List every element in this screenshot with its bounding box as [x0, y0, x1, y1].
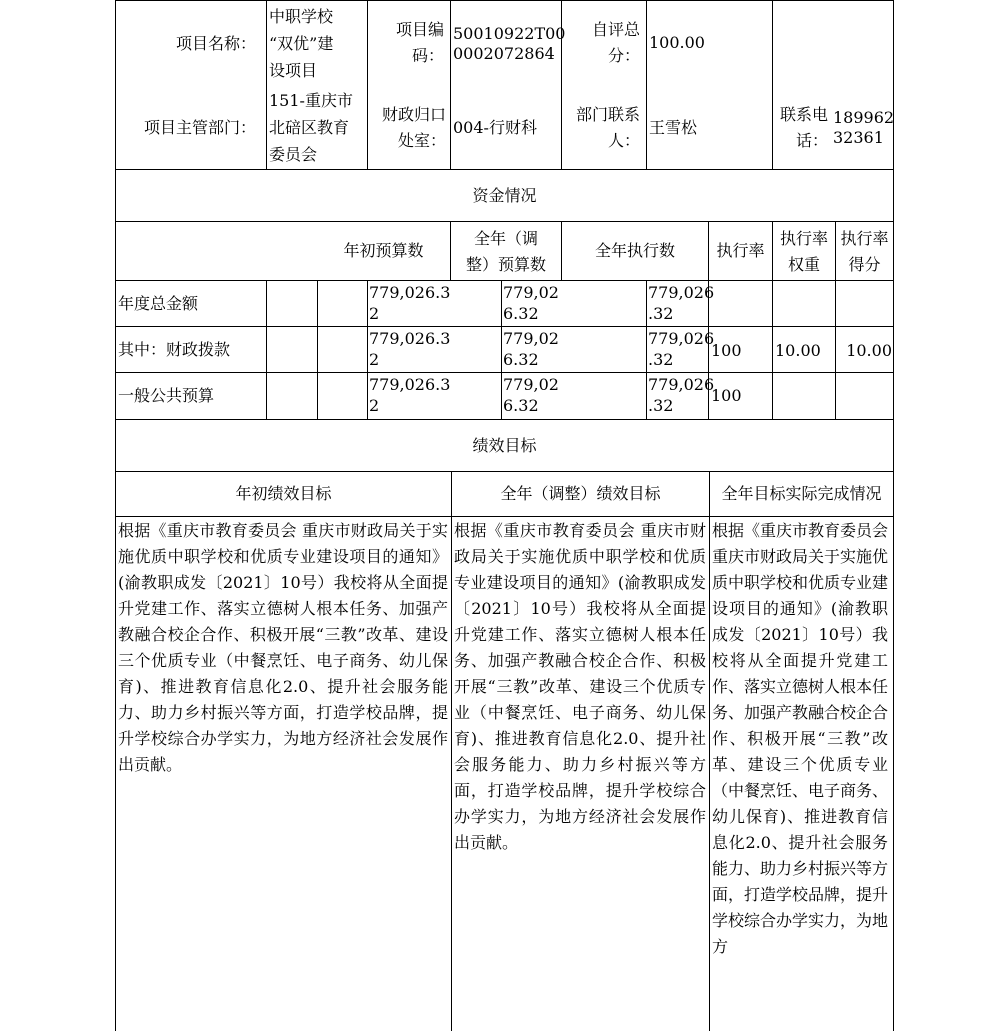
row-fiscal-rate: 100	[711, 341, 742, 360]
goals-initial-text: 根据《重庆市教育委员会 重庆市财政局关于实施优质中职学校和优质专业建设项目的通知》(渝教职成发〔2021〕10号）我校将从全面提升党建工作、落实立德树人根本任务、加强产教融合校企合作、积极开展“三教”改革、建设三个优质专业（中餐烹饪、电子商务、幼儿保育)、推进教育信息化2.0、提升社会服务能力、助力乡村振兴等方面，打造学校品牌，提升学校综合办学实力，为地方经济社会发展作出贡献。	[118, 521, 448, 774]
header-rate-score-2: 得分	[848, 255, 881, 274]
fin-office-value: 004-行财科	[453, 118, 537, 137]
row-general-initial-1: 779,026.3	[369, 375, 451, 394]
project-code-value-1: 50010922T00	[453, 24, 566, 43]
header-initial-budget: 年初预算数	[343, 241, 424, 260]
dept-label: 项目主管部门：	[143, 118, 256, 137]
header-rate-weight-2: 权重	[787, 255, 820, 274]
row-fiscal-adjusted-2: 6.32	[503, 350, 539, 369]
row-general-rate: 100	[711, 386, 742, 405]
funds-title: 资金情况	[472, 186, 537, 205]
row-general-executed-2: .32	[648, 396, 674, 415]
row-fiscal-score: 10.00	[846, 341, 892, 360]
row-general-initial-2: 2	[369, 396, 380, 415]
divider-goals-title	[115, 471, 894, 472]
border-top	[115, 0, 894, 1]
divider-funds-end	[115, 419, 894, 420]
v-fd-3	[367, 280, 368, 419]
v-info-6	[772, 0, 773, 169]
contact-label-2: 人：	[607, 131, 640, 150]
header-rate-score-1: 执行率	[840, 229, 889, 248]
phone-label-1: 联系电	[779, 105, 828, 124]
divider-funds-title	[115, 221, 894, 222]
v-fd-1	[266, 280, 267, 419]
goals-header-actual: 全年目标实际完成情况	[721, 484, 882, 503]
v-goals-1	[451, 471, 452, 1031]
project-code-label-1: 项目编	[395, 20, 444, 39]
row-general-adjusted-1: 779,02	[503, 375, 559, 394]
contact-label-1: 部门联系	[575, 105, 640, 124]
header-exec-rate: 执行率	[716, 241, 765, 260]
project-name-line-2: “双优”建	[269, 34, 334, 53]
row-fiscal-executed-2: .32	[648, 350, 674, 369]
row-total-initial-2: 2	[369, 304, 380, 323]
project-name-label: 项目名称：	[175, 34, 256, 53]
v-fd-5	[646, 280, 647, 419]
header-rate-weight-1: 执行率	[779, 229, 828, 248]
v-fd-4	[501, 280, 502, 419]
project-code-label-2: 码：	[411, 46, 444, 65]
row-fiscal-executed-1: 779,026	[648, 329, 715, 348]
contact-value: 王雪松	[649, 118, 698, 137]
self-score-value: 100.00	[649, 33, 705, 52]
header-executed: 全年执行数	[594, 241, 675, 260]
divider-goals-header	[115, 516, 894, 517]
v-info-5	[646, 0, 647, 169]
goals-title: 绩效目标	[472, 436, 537, 455]
goals-header-adjusted: 全年（调整）绩效目标	[500, 484, 661, 503]
fin-office-label-1: 财政归口	[381, 105, 446, 124]
goals-header-initial: 年初绩效目标	[235, 484, 332, 503]
v-info-1	[266, 0, 267, 169]
row-total-executed-2: .32	[648, 304, 674, 323]
row-general-label: 一般公共预算	[118, 386, 215, 405]
v-info-2	[367, 0, 368, 169]
row-general-adjusted-2: 6.32	[503, 396, 539, 415]
divider-info	[115, 169, 894, 170]
row-fiscal-label: 其中：财政拨款	[118, 340, 231, 359]
dept-value-line-2: 北碚区教育	[269, 118, 350, 137]
goals-adjusted-text: 根据《重庆市教育委员会 重庆市财政局关于实施优质中职学校和优质专业建设项目的通知》(渝教职成发〔2021〕10号）我校将从全面提升党建工作、落实立德树人根本任务、加强产教融合校企合作、积极开展“三教”改革、建设三个优质专业（中餐烹饪、电子商务、幼儿保育)、推进教育信息化2.0、提升社会服务能力、助力乡村振兴等方面，打造学校品牌，提升学校综合办学实力，为地方经济社会发展作出贡献。	[454, 521, 706, 852]
fin-office-label-2: 处室：	[397, 131, 446, 150]
phone-value-2: 32361	[833, 128, 884, 147]
self-score-label-2: 分：	[607, 46, 640, 65]
row-fiscal-adjusted-1: 779,02	[503, 329, 559, 348]
header-adjusted-budget-2: 整）预算数	[465, 255, 546, 274]
row-total-adjusted-1: 779,02	[503, 283, 559, 302]
row-total-initial-1: 779,026.3	[369, 283, 451, 302]
self-score-label-1: 自评总	[591, 20, 640, 39]
row-general-executed-1: 779,026	[648, 375, 715, 394]
project-code-value-2: 0002072864	[453, 44, 555, 63]
row-fiscal-weight: 10.00	[775, 341, 821, 360]
goals-actual-text: 根据《重庆市教育委员会 重庆市财政局关于实施优质中职学校和优质专业建设项目的通知》(渝教职成发〔2021〕10号）我校将从全面提升党建工作、落实立德树人根本任务、加强产教融合校企合作、积极开展“三教”改革、建设三个优质专业（中餐烹饪、电子商务、幼儿保育)、推进教育信息化2.0、提升社会服务能力、助力乡村振兴等方面，打造学校品牌，提升学校综合办学实力，为地方	[712, 521, 889, 956]
v-fd-2	[317, 280, 318, 419]
project-name-line-3: 设项目	[269, 61, 318, 80]
row-total-adjusted-2: 6.32	[503, 304, 539, 323]
row-total-executed-1: 779,026	[648, 283, 715, 302]
dept-value-line-3: 委员会	[269, 145, 318, 164]
row-fiscal-initial-2: 2	[369, 350, 380, 369]
v-goals-2	[709, 471, 710, 1031]
row-fiscal-initial-1: 779,026.3	[369, 329, 451, 348]
dept-value-line-1: 151-重庆市	[269, 91, 353, 110]
phone-value-1: 189962	[833, 108, 895, 127]
phone-label-2: 话：	[795, 131, 828, 150]
project-name-line-1: 中职学校	[269, 7, 334, 26]
v-info-3	[450, 0, 451, 169]
header-adjusted-budget-1: 全年（调	[473, 229, 538, 248]
row-total-label: 年度总金额	[118, 294, 199, 313]
v-fd-7	[772, 280, 773, 419]
